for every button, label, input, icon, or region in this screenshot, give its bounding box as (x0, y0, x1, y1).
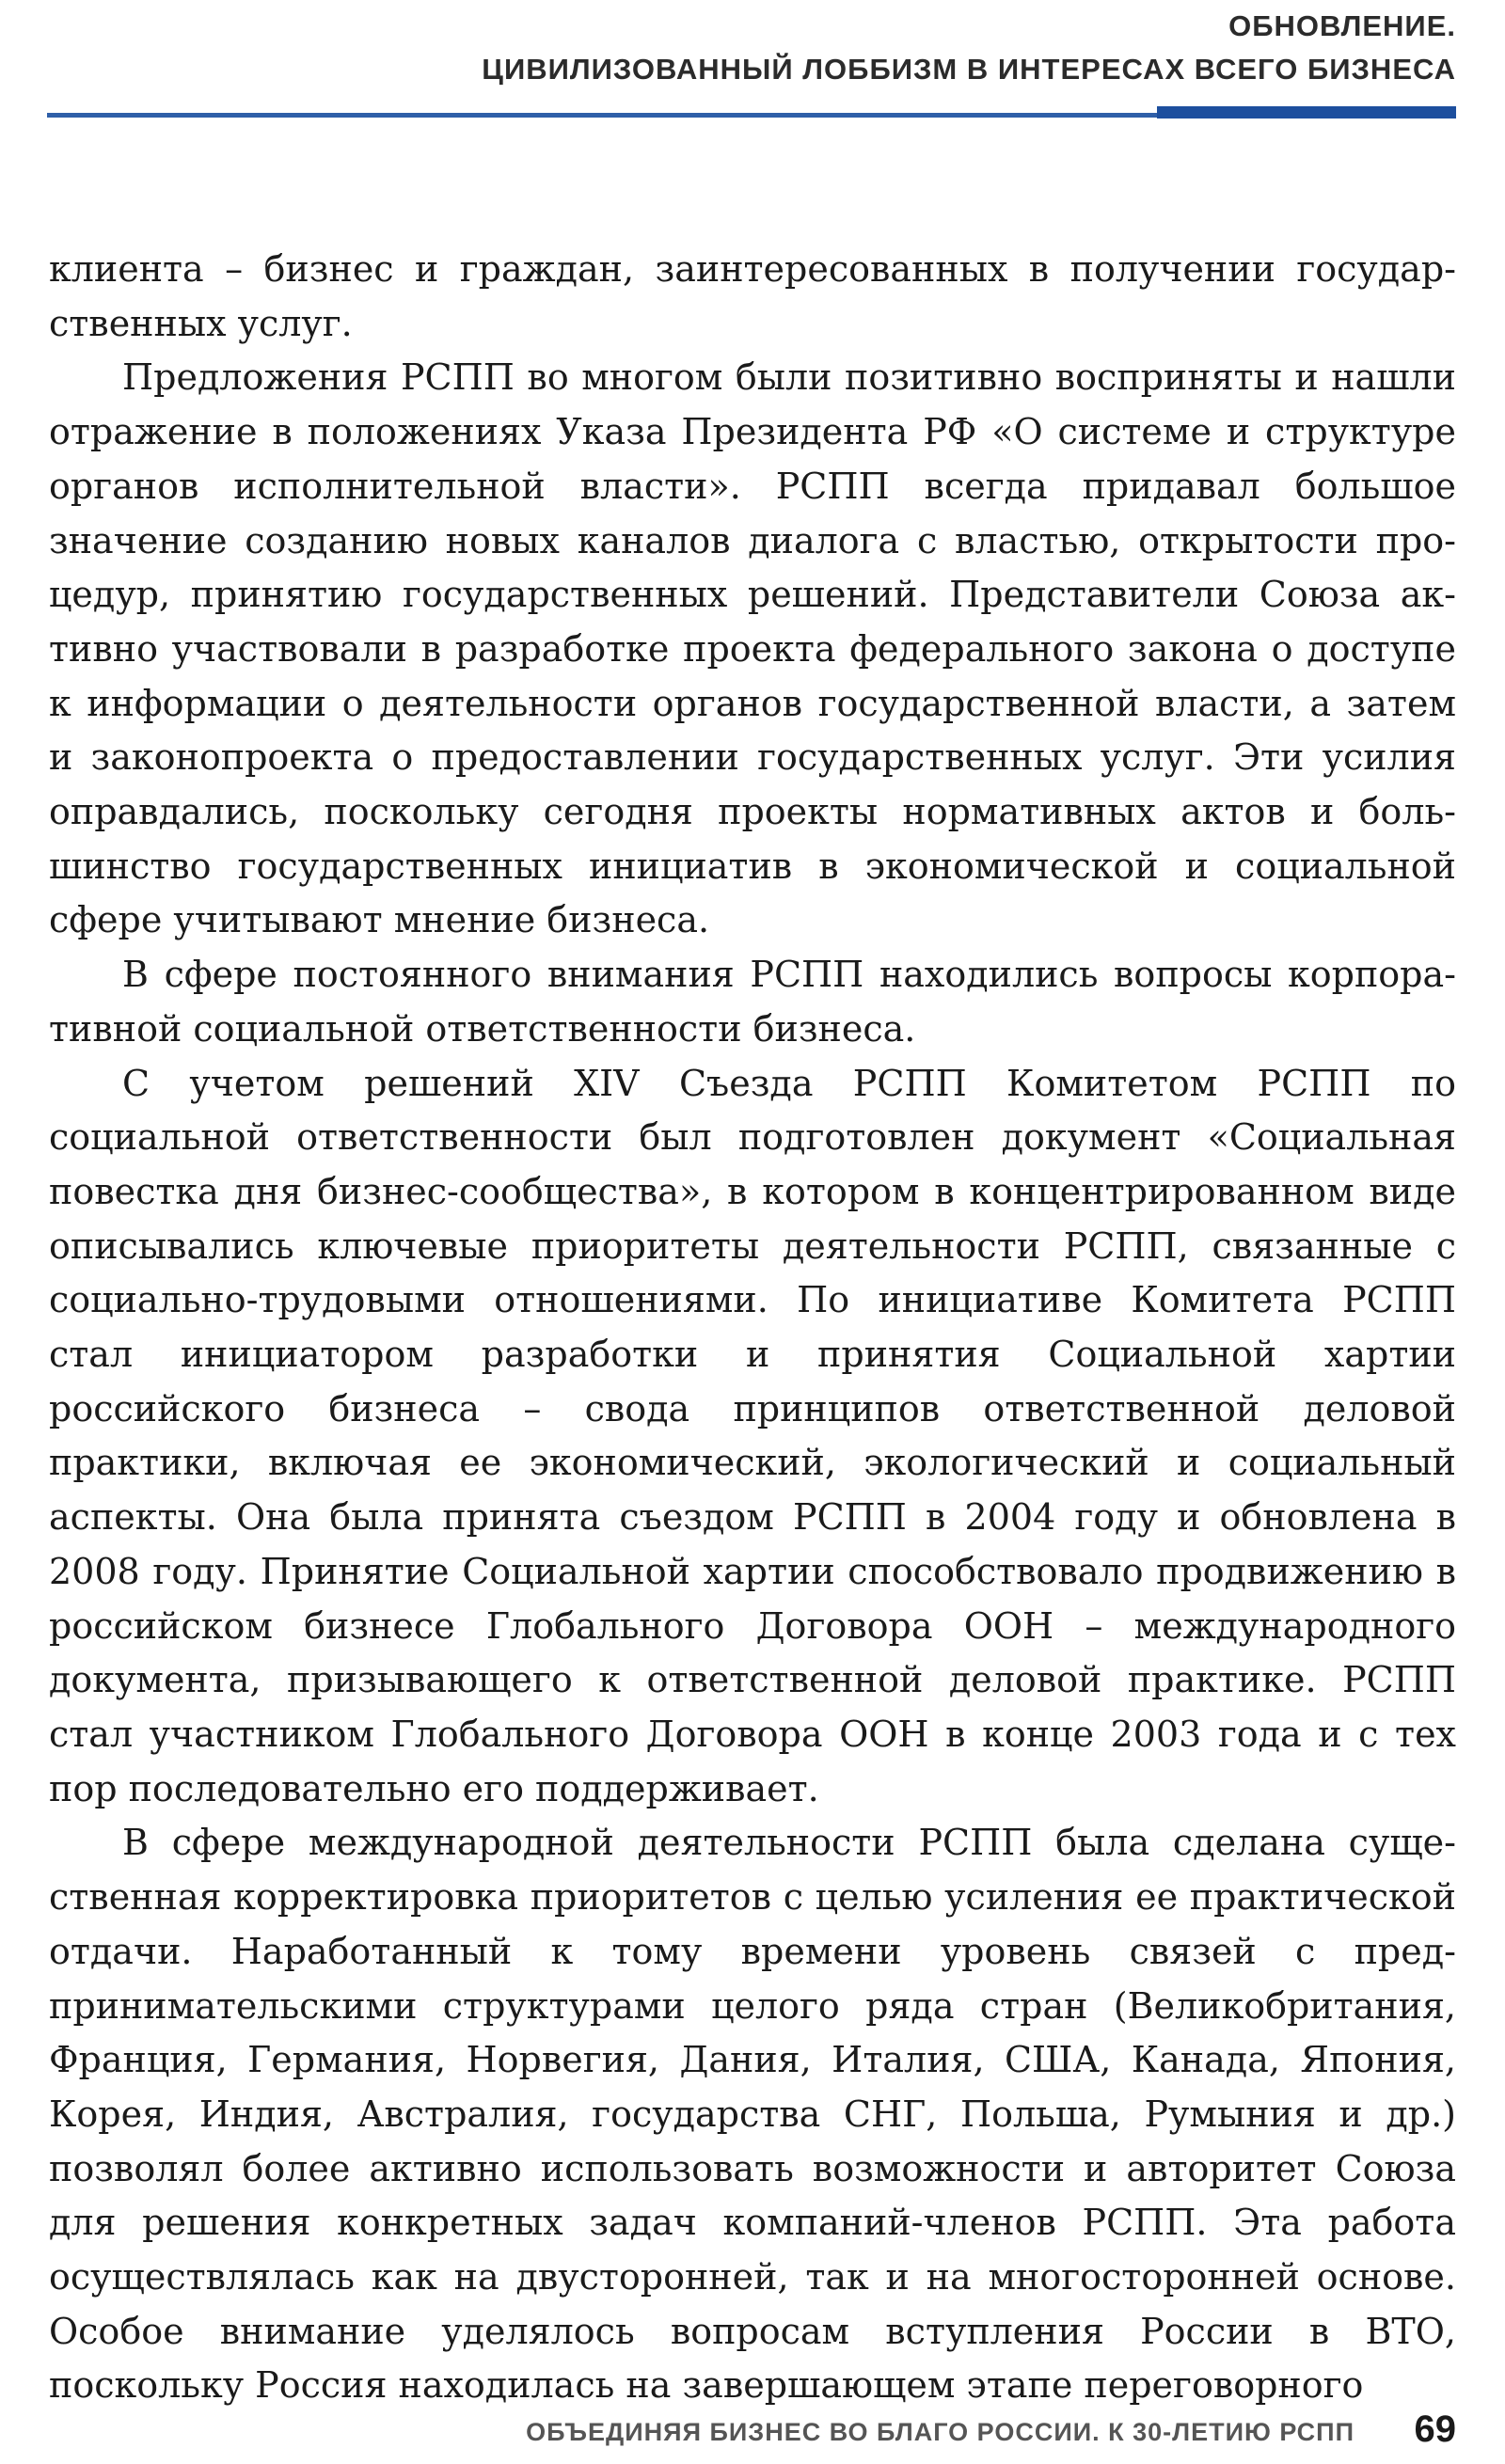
page-header (47, 0, 1456, 122)
section-title: ОБНОВЛЕНИЕ. (1228, 9, 1456, 42)
running-footer-title: ОБЪЕДИНЯЯ БИЗНЕС ВО БЛАГО РОССИИ. К 30-ЛЕТИЮ РСПП (526, 2418, 1354, 2446)
paragraph: Предложения РСПП во многом были позитивно восприняты и нашли отражение в положениях Указа Президента РФ «О системе и структуре органов исполнительной власти». РСПП всегда придавал большое значение созданию новых каналов диалога с властью, открытости процедур, принятию государственных решений. Представители Союза активно участвовали в разработке проекта федерального закона о доступе к информации о деятельности органов государственной власти, а затем и законопроекта о предоставлении государственных услуг. Эти усилия оправдались, поскольку сегодня проекты нормативных актов и большинство государственных инициатив в экономической и социальной сфере учитывают мнение бизнеса. (49, 356, 1456, 941)
page-number: 69 (1414, 2409, 1456, 2450)
paragraph: клиента – бизнес и граждан, заинтересованных в получении государственных услуг. (49, 248, 1456, 344)
body-text (49, 243, 1456, 2413)
page-footer (0, 2389, 1456, 2464)
chapter-title: ЦИВИЛИЗОВАННЫЙ ЛОББИЗМ В ИНТЕРЕСАХ ВСЕГО БИЗНЕСА (482, 53, 1456, 86)
header-accent-bar (1157, 106, 1456, 118)
paragraph: В сфере международной деятельности РСПП была сделана существенная корректировка приоритетов с целью усиления ее практической отдачи. Наработанный к тому времени уровень связей с предпринимательскими структурами целого ряда стран (Великобритания, Франция, Германия, Норвегия, Дания, Италия, США, Канада, Япония, Корея, Индия, Австралия, государства СНГ, Польша, Румыния и др.) позволял более активно использовать возможности и авторитет Союза для решения конкретных задач компаний-членов РСПП. Эта работа осуществлялась как на двусторонней, так и на многосторонней основе. Особое внимание уделялось вопросам вступления России в ВТО, поскольку Россия находилась на завершающем этапе переговорного (49, 1822, 1456, 2407)
paragraph: С учетом решений XIV Съезда РСПП Комитетом РСПП по социальной ответственности был подготовлен документ «Социальная повестка дня бизнес-сообщества», в котором в концентрированном виде описывались ключевые приоритеты деятельности РСПП, связанные с социально-трудовыми отношениями. По инициативе Комитета РСПП стал инициатором разработки и принятия Социальной хартии российского бизнеса – свода принципов ответственной деловой практики, включая ее экономический, экологический и социальный аспекты. Она была принята съездом РСПП в 2004 году и обновлена в 2008 году. Принятие Социальной хартии способствовало продвижению в российском бизнесе Глобального Договора ООН – международного документа, призывающего к ответственной деловой практике. РСПП стал участником Глобального Договора ООН в конце 2003 года и с тех пор последовательно его поддерживает. (49, 1062, 1456, 1809)
paragraph: В сфере постоянного внимания РСПП находились вопросы корпоративной социальной ответственности бизнеса. (49, 954, 1456, 1050)
